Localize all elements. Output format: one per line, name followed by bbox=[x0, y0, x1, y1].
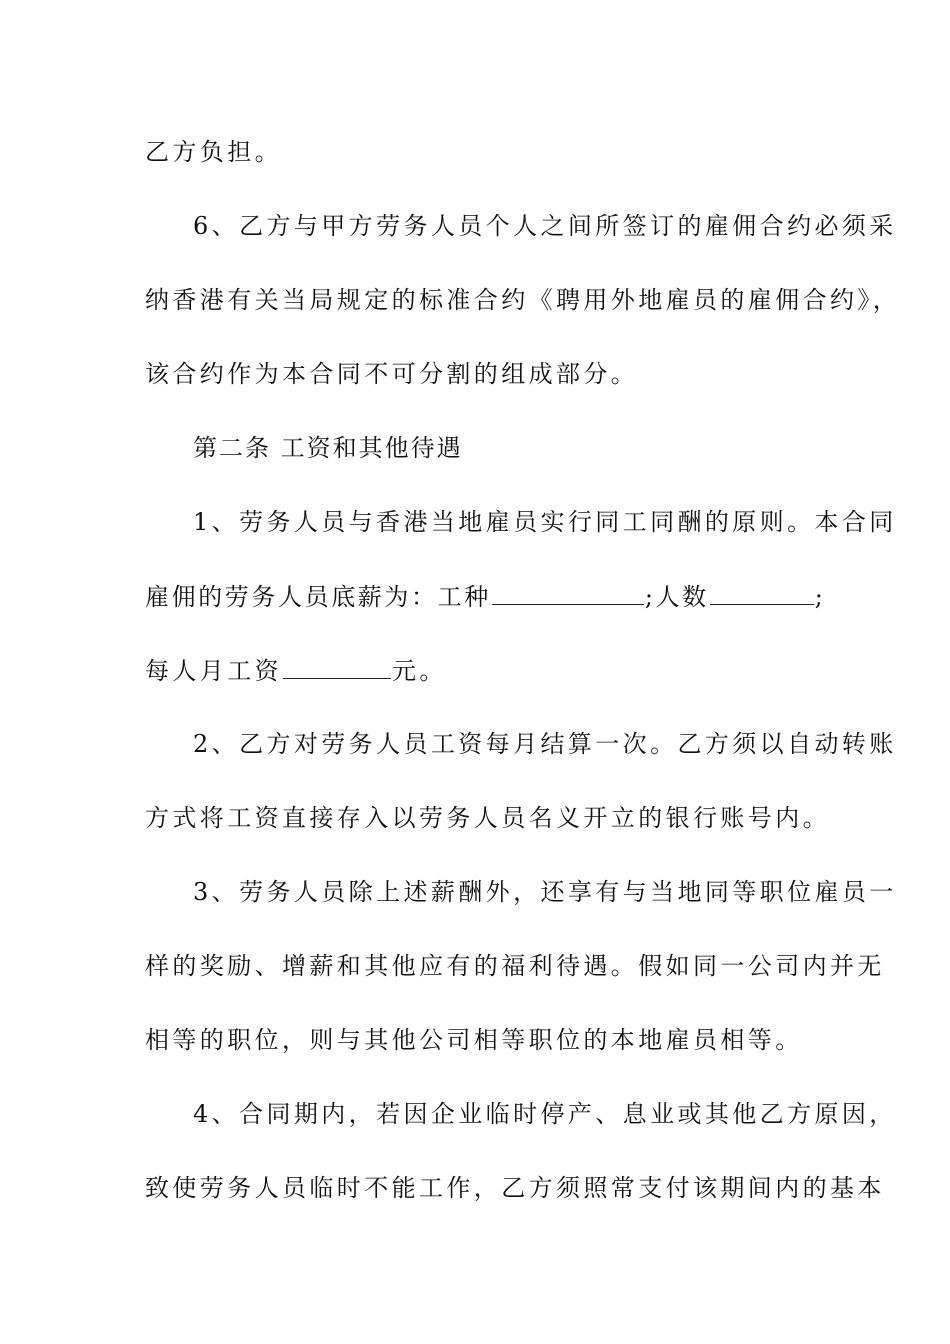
clause-2-line-1: 2、乙方对劳务人员工资每月结算一次。乙方须以自动转账 bbox=[193, 730, 897, 758]
clause-3-line-1: 3、劳务人员除上述薪酬外，还享有与当地同等职位雇员一 bbox=[193, 878, 897, 906]
separator: ; bbox=[814, 583, 826, 611]
monthly-salary-blank bbox=[283, 654, 391, 679]
clause-4-line-1: 4、合同期内，若因企业临时停产、息业或其他乙方原因， bbox=[193, 1100, 897, 1128]
paragraph-line: 乙方负担。 bbox=[145, 138, 282, 166]
clause-6-line-2: 纳香港有关当局规定的标准合约《聘用外地雇员的雇佣合约》， bbox=[145, 286, 901, 314]
clause-1-line-1: 1、劳务人员与香港当地雇员实行同工同酬的原则。本合同 bbox=[193, 508, 897, 536]
clause-2-line-2: 方式将工资直接存入以劳务人员名义开立的银行账号内。 bbox=[145, 804, 830, 832]
clause-6-line-1: 6、乙方与甲方劳务人员个人之间所签订的雇佣合约必须采 bbox=[193, 212, 897, 240]
job-type-blank bbox=[492, 580, 644, 605]
section-heading: 第二条 工资和其他待遇 bbox=[193, 434, 463, 462]
clause-1-line-3 bbox=[145, 654, 815, 687]
clause-6-line-3: 该合约作为本合同不可分割的组成部分。 bbox=[145, 360, 639, 388]
headcount-label: ;人数 bbox=[644, 583, 709, 611]
salary-field-label: 雇佣的劳务人员底薪为：工种 bbox=[145, 583, 491, 611]
clause-3-line-2: 样的奖励、增薪和其他应有的福利待遇。假如同一公司内并无 bbox=[145, 952, 885, 980]
clause-3-line-3: 相等的职位，则与其他公司相等职位的本地雇员相等。 bbox=[145, 1026, 803, 1054]
monthly-salary-label: 每人月工资 bbox=[145, 657, 282, 685]
currency-unit: 元。 bbox=[392, 657, 447, 685]
headcount-blank bbox=[710, 580, 814, 605]
clause-4-line-2: 致使劳务人员临时不能工作，乙方须照常支付该期间内的基本 bbox=[145, 1174, 885, 1202]
clause-1-line-2 bbox=[145, 580, 826, 613]
